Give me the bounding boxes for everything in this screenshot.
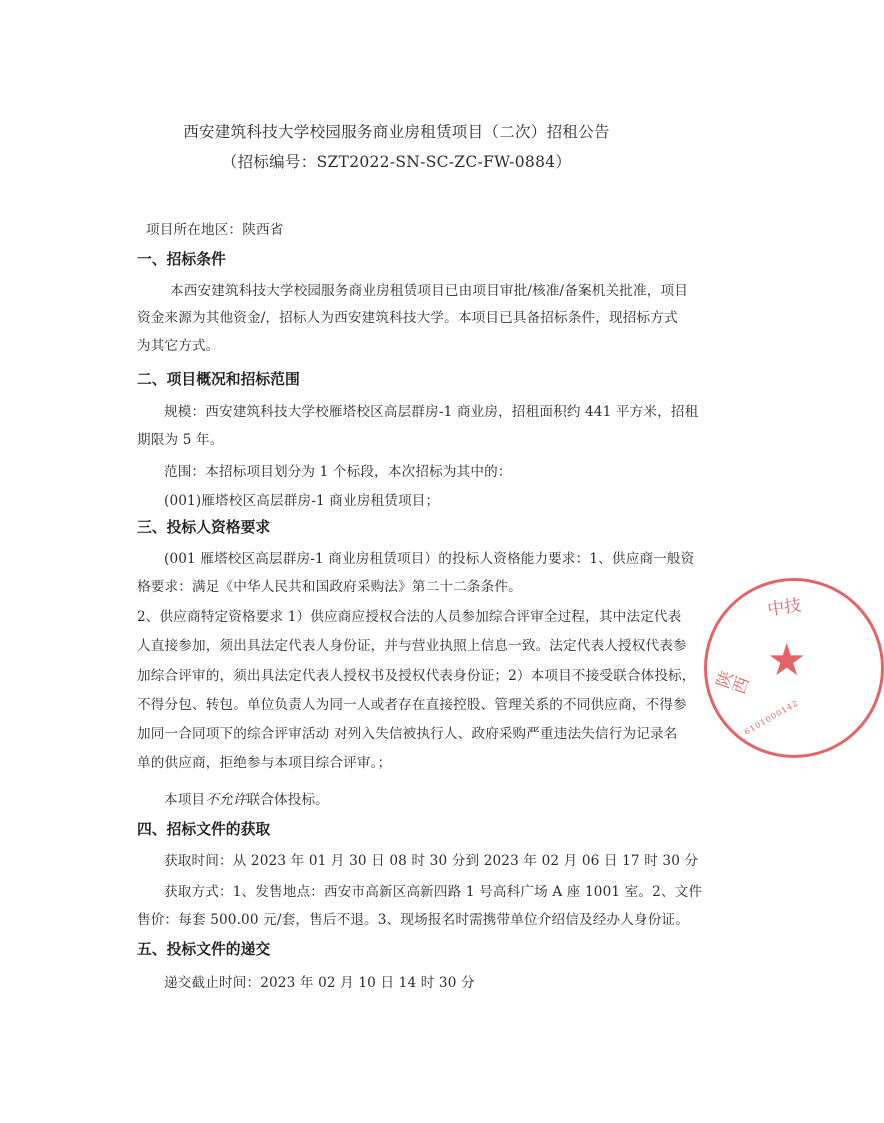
section-1-heading: 一、招标条件 — [137, 251, 226, 268]
seal-number: 6101000142 — [742, 698, 801, 737]
section-2-heading: 二、项目概况和招标范围 — [137, 371, 300, 388]
section-3-line: 人直接参加，须出具法定代表人身份证，并与营业执照上信息一致。法定代表人授权代表参 — [137, 638, 687, 654]
bid-number: （招标编号：SZT2022-SN-SC-ZC-FW-0884） — [221, 153, 572, 171]
section-1-line: 资金来源为其他资金/，招标人为西安建筑科技大学。本项目已具备招标条件，现招标方式 — [137, 310, 678, 326]
section-3-line: 加综合评审的，须出具法定代表人授权书及授权代表身份证；2）本项目不接受联合体投标， — [137, 668, 696, 684]
section-4-heading: 四、招标文件的获取 — [137, 821, 271, 838]
section-2-line: 期限为 5 年。 — [137, 432, 224, 448]
section-3-line: (001 雁塔校区高层群房-1 商业房租赁项目）的投标人资格能力要求：1、供应商一般资 — [164, 551, 695, 567]
seal-text-left: 陕西 — [711, 669, 751, 700]
consortium-note — [164, 788, 329, 808]
section-3-line: 加同一合同项下的综合评审活动 对列入失信被执行人、政府采购严重违法失信行为记录名 — [137, 726, 678, 742]
section-4-line: 获取方式：1、发售地点：西安市高新区高新四路 1 号高科广场 A 座 1001 室。2、文件 — [164, 884, 703, 900]
seal-text-top: 中技 — [766, 595, 803, 621]
document-title: 西安建筑科技大学校园服务商业房租赁项目（二次）招租公告 — [183, 123, 610, 141]
seal-star-icon: ★ — [767, 635, 807, 686]
section-1-line: 为其它方式。 — [137, 338, 220, 354]
section-3-heading: 三、投标人资格要求 — [137, 519, 271, 536]
official-seal — [704, 578, 884, 758]
section-2-line: 范围：本招标项目划分为 1 个标段，本次招标为其中的： — [164, 464, 512, 480]
section-1-line: 本西安建筑科技大学校园服务商业房租赁项目已由项目审批/核准/备案机关批准，项目 — [170, 283, 688, 299]
section-4-line: 获取时间：从 2023 年 01 月 30 日 08 时 30 分到 2023 年 02 月 06 日 17 时 30 分 — [164, 853, 699, 869]
consortium-note-emphasis: 不允许 — [205, 792, 247, 808]
section-2-line: (001)雁塔校区高层群房-1 商业房租赁项目； — [164, 493, 440, 509]
consortium-note-prefix: 本项目 — [164, 792, 206, 808]
project-region: 项目所在地区：陕西省 — [146, 222, 284, 238]
section-4-line: 售价：每套 500.00 元/套，售后不退。3、现场报名时需携带单位介绍信及经办人身份证。 — [137, 912, 689, 928]
section-3-line: 格要求：满足《中华人民共和国政府采购法》第二十二条条件。 — [137, 579, 522, 595]
section-3-line: 2、供应商特定资格要求 1）供应商应授权合法的人员参加综合评审全过程，其中法定代表 — [137, 609, 682, 625]
section-5-line: 递交截止时间：2023 年 02 月 10 日 14 时 30 分 — [164, 975, 475, 991]
section-3-line: 单的供应商，拒绝参与本项目综合评审。； — [137, 755, 392, 771]
section-2-line: 规模：西安建筑科技大学校雁塔校区高层群房-1 商业房，招租面积约 441 平方米，招租 — [164, 404, 699, 420]
section-5-heading: 五、投标文件的递交 — [137, 941, 271, 958]
section-3-line: 不得分包、转包。单位负责人为同一人或者存在直接控股、管理关系的不同供应商，不得参 — [137, 697, 687, 713]
consortium-note-suffix: 联合体投标。 — [246, 792, 329, 808]
